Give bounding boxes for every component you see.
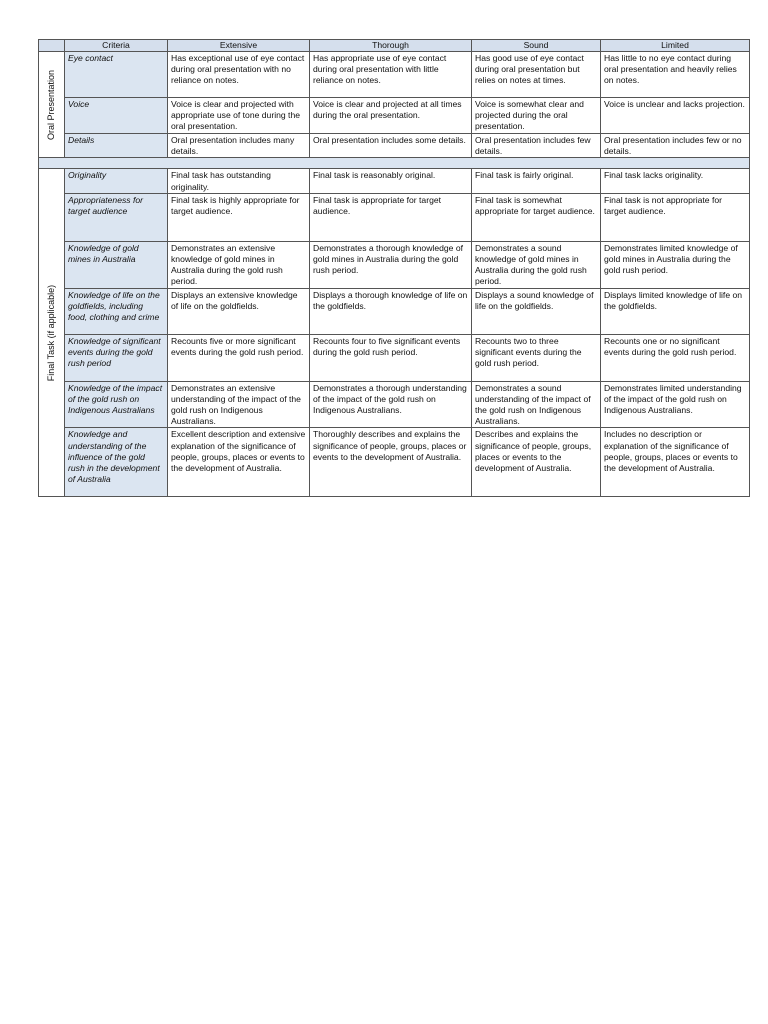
section-final-task: [39, 169, 65, 497]
limited-cell: Demonstrates limited understanding of the impact of the gold rush on Indigenous Australians.: [601, 381, 750, 428]
header-sound: Sound: [472, 40, 601, 52]
table-row: [39, 381, 750, 428]
extensive-cell: Oral presentation includes many details.: [168, 134, 310, 158]
table-row: [39, 98, 750, 134]
criterion-cell: Knowledge of the impact of the gold rush on Indigenous Australians: [65, 381, 168, 428]
thorough-cell: Recounts four to five significant events during the gold rush period.: [310, 334, 472, 381]
thorough-cell: Final task is appropriate for target audience.: [310, 193, 472, 241]
thorough-cell: Demonstrates a thorough understanding of the impact of the gold rush on Indigenous Australians.: [310, 381, 472, 428]
header-limited: Limited: [601, 40, 750, 52]
table-row: [39, 52, 750, 98]
sound-cell: Has good use of eye contact during oral presentation but relies on notes at times.: [472, 52, 601, 98]
extensive-cell: Excellent description and extensive explanation of the significance of people, groups, places or events to the development of Australia.: [168, 428, 310, 497]
sound-cell: Voice is somewhat clear and projected during the oral presentation.: [472, 98, 601, 134]
extensive-cell: Has exceptional use of eye contact during oral presentation with no reliance on notes.: [168, 52, 310, 98]
sound-cell: Describes and explains the significance of people, groups, places or events to the development of Australia.: [472, 428, 601, 497]
criterion-cell: Knowledge of significant events during the gold rush period: [65, 334, 168, 381]
sound-cell: Oral presentation includes few details.: [472, 134, 601, 158]
section-separator: [39, 158, 750, 169]
limited-cell: Has little to no eye contact during oral presentation and heavily relies on notes.: [601, 52, 750, 98]
header-criteria: Criteria: [65, 40, 168, 52]
thorough-cell: Demonstrates a thorough knowledge of gold mines in Australia during the gold rush period.: [310, 241, 472, 288]
sound-cell: Final task is fairly original.: [472, 169, 601, 193]
limited-cell: Final task lacks originality.: [601, 169, 750, 193]
sound-cell: Recounts two to three significant events during the gold rush period.: [472, 334, 601, 381]
criterion-cell: Knowledge and understanding of the influence of the gold rush in the development of Australia: [65, 428, 168, 497]
thorough-cell: Displays a thorough knowledge of life on the goldfields.: [310, 288, 472, 334]
rubric-table: [38, 39, 750, 497]
extensive-cell: Final task has outstanding originality.: [168, 169, 310, 193]
limited-cell: Recounts one or no significant events during the gold rush period.: [601, 334, 750, 381]
header-extensive: Extensive: [168, 40, 310, 52]
separator-cell: [39, 158, 750, 169]
limited-cell: Voice is unclear and lacks projection.: [601, 98, 750, 134]
criterion-cell: Appropriateness for target audience: [65, 193, 168, 241]
criterion-cell: Voice: [65, 98, 168, 134]
limited-cell: Final task is not appropriate for target audience.: [601, 193, 750, 241]
extensive-cell: Voice is clear and projected with appropriate use of tone during the oral presentation.: [168, 98, 310, 134]
criterion-cell: Eye contact: [65, 52, 168, 98]
sound-cell: Displays a sound knowledge of life on the goldfields.: [472, 288, 601, 334]
table-row: [39, 134, 750, 158]
table-row: [39, 193, 750, 241]
section-label-oral-presentation: Oral Presentation: [45, 69, 56, 140]
header-blank: [39, 40, 65, 52]
table-row: [39, 288, 750, 334]
limited-cell: Oral presentation includes few or no details.: [601, 134, 750, 158]
thorough-cell: Final task is reasonably original.: [310, 169, 472, 193]
thorough-cell: Voice is clear and projected at all times during the oral presentation.: [310, 98, 472, 134]
header-thorough: Thorough: [310, 40, 472, 52]
extensive-cell: Final task is highly appropriate for target audience.: [168, 193, 310, 241]
header-row: [39, 40, 750, 52]
table-row: [39, 334, 750, 381]
limited-cell: Demonstrates limited knowledge of gold mines in Australia during the gold rush period.: [601, 241, 750, 288]
criterion-cell: Details: [65, 134, 168, 158]
table-row: [39, 428, 750, 497]
criterion-cell: Knowledge of gold mines in Australia: [65, 241, 168, 288]
limited-cell: Includes no description or explanation of the significance of people, groups, places or events to the development of Australia.: [601, 428, 750, 497]
thorough-cell: Oral presentation includes some details.: [310, 134, 472, 158]
sound-cell: Demonstrates a sound knowledge of gold mines in Australia during the gold rush period.: [472, 241, 601, 288]
table-row: [39, 241, 750, 288]
section-label-final-task: Final Task (if applicable): [45, 284, 56, 382]
thorough-cell: Thoroughly describes and explains the significance of people, groups, places or events to the development of Australia.: [310, 428, 472, 497]
extensive-cell: Recounts five or more significant events during the gold rush period.: [168, 334, 310, 381]
section-oral-presentation: [39, 52, 65, 158]
extensive-cell: Demonstrates an extensive understanding of the impact of the gold rush on Indigenous Australians.: [168, 381, 310, 428]
extensive-cell: Demonstrates an extensive knowledge of gold mines in Australia during the gold rush period.: [168, 241, 310, 288]
thorough-cell: Has appropriate use of eye contact during oral presentation with little reliance on notes.: [310, 52, 472, 98]
extensive-cell: Displays an extensive knowledge of life on the goldfields.: [168, 288, 310, 334]
sound-cell: Demonstrates a sound understanding of the impact of the gold rush on Indigenous Australians.: [472, 381, 601, 428]
sound-cell: Final task is somewhat appropriate for target audience.: [472, 193, 601, 241]
criterion-cell: Originality: [65, 169, 168, 193]
table-row: [39, 169, 750, 193]
limited-cell: Displays limited knowledge of life on the goldfields.: [601, 288, 750, 334]
criterion-cell: Knowledge of life on the goldfields, including food, clothing and crime: [65, 288, 168, 334]
